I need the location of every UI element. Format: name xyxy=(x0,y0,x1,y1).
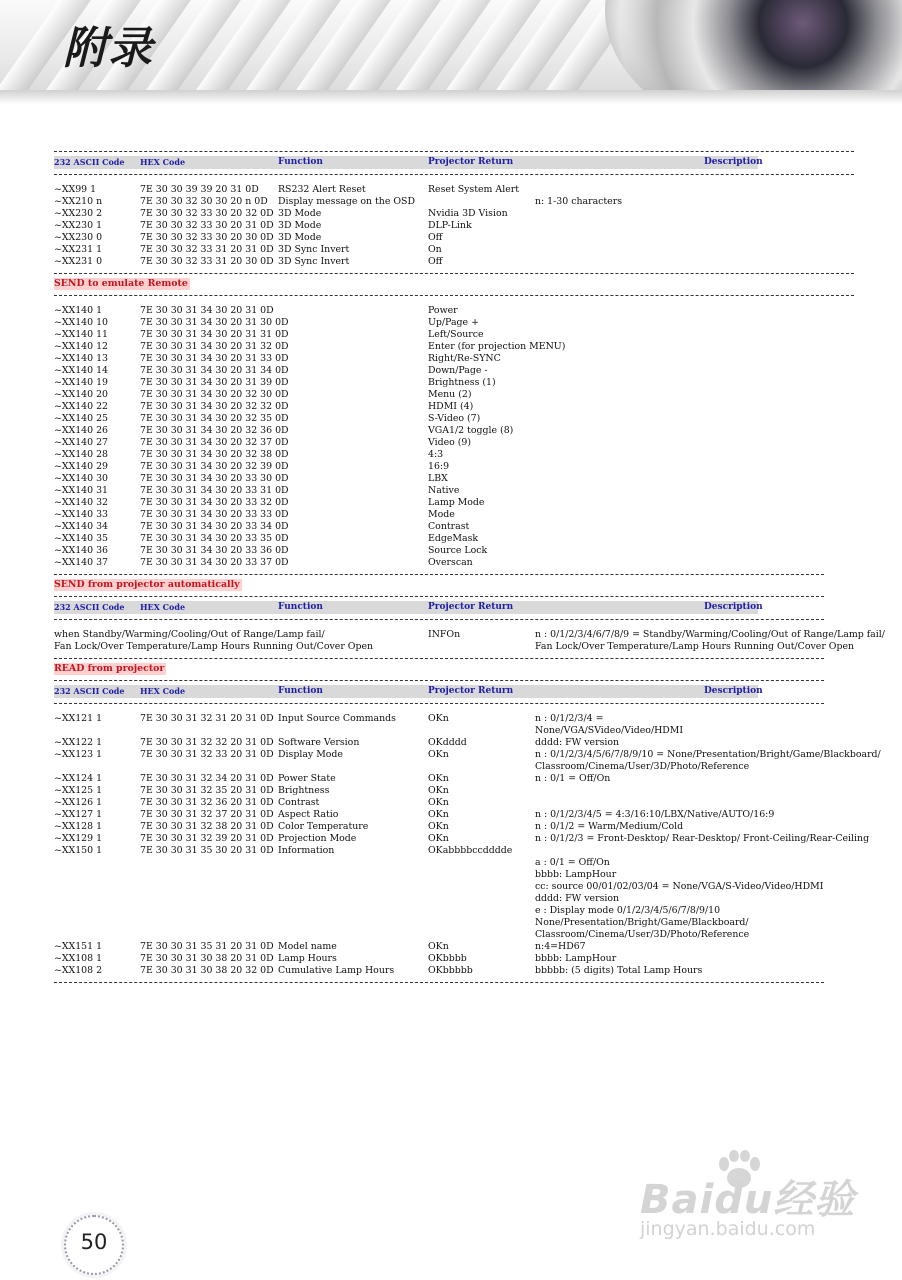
projector-return: Source Lock xyxy=(428,545,488,556)
header-description: Description xyxy=(704,686,763,696)
table-row xyxy=(54,232,854,244)
description: bbbb: LampHour xyxy=(535,869,617,880)
header-description: Description xyxy=(704,602,763,612)
projector-return: Down/Page - xyxy=(428,365,488,376)
hex-code: 7E 30 30 32 33 30 20 32 0D xyxy=(140,208,274,219)
description: None/Presentation/Bright/Game/Blackboard/ xyxy=(535,917,749,928)
table-row xyxy=(54,220,854,232)
function: Information xyxy=(278,845,335,856)
ascii-code: ~XX140 27 xyxy=(54,437,109,448)
hex-code: 7E 30 30 31 30 38 20 32 0D xyxy=(140,965,274,976)
hex-code: 7E 30 30 31 34 30 20 33 33 0D xyxy=(140,509,289,520)
table-row xyxy=(54,256,854,268)
ascii-code: ~XX140 31 xyxy=(54,485,109,496)
projector-return: OKn xyxy=(428,785,449,796)
ascii-code: ~XX140 35 xyxy=(54,533,109,544)
table-row xyxy=(54,869,854,881)
projector-return: LBX xyxy=(428,473,448,484)
projector-return: Off xyxy=(428,256,443,267)
header-ascii: 232 ASCII Code xyxy=(54,686,125,696)
table-row xyxy=(54,737,854,749)
header-hex: HEX Code xyxy=(140,157,186,167)
description: dddd: FW version xyxy=(535,737,620,748)
divider xyxy=(54,658,824,659)
header-return: Projector Return xyxy=(428,157,514,167)
description: Fan Lock/Over Temperature/Lamp Hours Running Out/Cover Open xyxy=(535,641,855,652)
description: n : 0/1/2/3/4/6/7/8/9 = Standby/Warming/Cooling/Out of Range/Lamp fail/ xyxy=(535,629,885,640)
ascii-code: ~XX126 1 xyxy=(54,797,103,808)
page-title: 附录 xyxy=(63,23,153,74)
table-row xyxy=(54,809,854,821)
projector-return: Right/Re-SYNC xyxy=(428,353,501,364)
projector-return: Up/Page + xyxy=(428,317,479,328)
header-banner xyxy=(0,0,902,100)
table-row xyxy=(54,857,854,869)
projector-return: OKn xyxy=(428,773,449,784)
hex-code: 7E 30 30 31 34 30 20 31 30 0D xyxy=(140,317,289,328)
ascii-code: ~XX231 1 xyxy=(54,244,103,255)
rs232-command-table xyxy=(54,146,885,987)
hex-code: 7E 30 30 31 32 38 20 31 0D xyxy=(140,821,274,832)
hex-code: 7E 30 30 31 35 31 20 31 0D xyxy=(140,941,274,952)
ascii-code: ~XX108 1 xyxy=(54,953,103,964)
ascii-code: ~XX151 1 xyxy=(54,941,103,952)
description: n : 0/1/2/3/4/5 = 4:3/16:10/LBX/Native/AUTO/16:9 xyxy=(535,809,775,820)
projector-return: OKn xyxy=(428,749,449,760)
section-read: READ from projector xyxy=(54,663,165,674)
table-row xyxy=(54,509,854,521)
projector-return: OKabbbbccdddde xyxy=(428,845,513,856)
projector-return: Mode xyxy=(428,509,455,520)
hex-code: 7E 30 30 31 32 35 20 31 0D xyxy=(140,785,274,796)
banner-shadow xyxy=(0,90,902,104)
divider xyxy=(54,596,824,597)
table-row xyxy=(54,437,854,449)
projector-return: Native xyxy=(428,485,460,496)
ascii-code: ~XX140 26 xyxy=(54,425,109,436)
projector-return: Enter (for projection MENU) xyxy=(428,341,566,352)
hex-code: 7E 30 30 31 34 30 20 33 34 0D xyxy=(140,521,289,532)
hex-code: 7E 30 30 31 34 30 20 31 39 0D xyxy=(140,377,289,388)
hex-code: 7E 30 30 31 32 36 20 31 0D xyxy=(140,797,274,808)
hex-code: 7E 30 30 31 32 33 20 31 0D xyxy=(140,749,274,760)
projector-return: OKn xyxy=(428,713,449,724)
table-row xyxy=(54,725,854,737)
ascii-code: ~XX128 1 xyxy=(54,821,103,832)
description: n : 0/1/2/3 = Front-Desktop/ Rear-Desktop/ Front-Ceiling/Rear-Ceiling xyxy=(535,833,870,844)
divider xyxy=(54,151,854,152)
table-row xyxy=(54,425,854,437)
alert-and-3d-commands xyxy=(54,184,854,268)
table-row xyxy=(54,329,854,341)
header-description: Description xyxy=(704,157,763,167)
hex-code: 7E 30 30 31 32 34 20 31 0D xyxy=(140,773,274,784)
watermark-url: jingyan.baidu.com xyxy=(640,1218,816,1240)
function: 3D Mode xyxy=(278,220,322,231)
projector-return: 4:3 xyxy=(428,449,444,460)
hex-code: 7E 30 30 32 33 31 20 31 0D xyxy=(140,244,274,255)
function: Input Source Commands xyxy=(278,713,396,724)
description: n : 0/1/2 = Warm/Medium/Cold xyxy=(535,821,684,832)
projector-return: Menu (2) xyxy=(428,389,472,400)
table-row xyxy=(54,965,854,977)
header-hex: HEX Code xyxy=(140,602,186,612)
table-row xyxy=(54,377,854,389)
table-row xyxy=(54,305,854,317)
hex-code: 7E 30 30 31 34 30 20 31 33 0D xyxy=(140,353,289,364)
header-function: Function xyxy=(278,686,323,696)
ascii-code: ~XX231 0 xyxy=(54,256,103,267)
ascii-code: ~XX108 2 xyxy=(54,965,103,976)
ascii-code: ~XX140 28 xyxy=(54,449,109,460)
function: 3D Mode xyxy=(278,208,322,219)
ascii-code: ~XX140 36 xyxy=(54,545,109,556)
projector-return: EdgeMask xyxy=(428,533,479,544)
table-row xyxy=(54,917,854,929)
description: n:4=HD67 xyxy=(535,941,586,952)
function: Contrast xyxy=(278,797,320,808)
ascii-code: ~XX140 25 xyxy=(54,413,109,424)
description: Classroom/Cinema/User/3D/Photo/Reference xyxy=(535,929,750,940)
description: n : 0/1/2/3/4 = xyxy=(535,713,604,724)
projector-return: Off xyxy=(428,232,443,243)
hex-code: 7E 30 30 31 34 30 20 33 37 0D xyxy=(140,557,289,568)
header-function: Function xyxy=(278,602,323,612)
projector-return: OKn xyxy=(428,797,449,808)
projector-return: OKbbbb xyxy=(428,953,467,964)
hex-code: 7E 30 30 31 32 37 20 31 0D xyxy=(140,809,274,820)
function: 3D Mode xyxy=(278,232,322,243)
table-row xyxy=(54,941,854,953)
header-function: Function xyxy=(278,157,323,167)
description: cc: source 00/01/02/03/04 = None/VGA/S-Video/Video/HDMI xyxy=(535,881,824,892)
hex-code: 7E 30 30 32 33 30 20 31 0D xyxy=(140,220,274,231)
hex-code: 7E 30 30 31 34 30 20 31 0D xyxy=(140,305,274,316)
divider xyxy=(54,703,824,704)
function: Color Temperature xyxy=(278,821,369,832)
ascii-code: ~XX140 10 xyxy=(54,317,109,328)
remote-emulation-commands xyxy=(54,305,854,569)
table-row xyxy=(54,365,854,377)
function: Display Mode xyxy=(278,749,343,760)
table-row xyxy=(54,761,854,773)
projector-return: Video (9) xyxy=(428,437,472,448)
projector-return: OKn xyxy=(428,833,449,844)
hex-code: 7E 30 30 31 32 31 20 31 0D xyxy=(140,713,274,724)
table-row xyxy=(54,929,854,941)
read-commands xyxy=(54,713,881,977)
table-row xyxy=(54,881,854,893)
ascii-code: ~XX127 1 xyxy=(54,809,103,820)
divider xyxy=(54,295,854,296)
table-row xyxy=(54,497,854,509)
ascii-code: ~XX140 13 xyxy=(54,353,109,364)
table-row xyxy=(54,749,881,761)
function: 3D Sync Invert xyxy=(278,256,350,267)
ascii-code: ~XX140 22 xyxy=(54,401,109,412)
projector-return: Overscan xyxy=(428,557,473,568)
hex-code: 7E 30 30 31 32 32 20 31 0D xyxy=(140,737,274,748)
ascii-code: ~XX129 1 xyxy=(54,833,103,844)
header-ascii: 232 ASCII Code xyxy=(54,157,125,167)
table-row xyxy=(54,449,854,461)
ascii-code: ~XX230 0 xyxy=(54,232,103,243)
divider xyxy=(54,574,824,575)
description: a : 0/1 = Off/On xyxy=(535,857,610,868)
table-row xyxy=(54,557,854,569)
table-row xyxy=(54,773,854,785)
divider xyxy=(54,273,854,274)
hex-code: 7E 30 30 31 34 30 20 32 39 0D xyxy=(140,461,289,472)
projector-return: OKn xyxy=(428,809,449,820)
ascii-code: ~XX140 33 xyxy=(54,509,109,520)
ascii-code: ~XX140 34 xyxy=(54,521,109,532)
hex-code: 7E 30 30 31 34 30 20 32 37 0D xyxy=(140,437,289,448)
table-row xyxy=(54,833,870,845)
divider xyxy=(54,680,824,681)
ascii-code: ~XX210 n xyxy=(54,196,103,207)
projector-lens-image xyxy=(605,0,902,100)
section-send-auto: SEND from projector automatically xyxy=(54,579,240,590)
projector-return: INFOn xyxy=(428,629,461,640)
ascii-code: ~XX140 30 xyxy=(54,473,109,484)
ascii-code: ~XX123 1 xyxy=(54,749,103,760)
table-row xyxy=(54,641,854,653)
hex-code: 7E 30 30 32 30 30 20 n 0D xyxy=(140,196,268,207)
ascii-code: ~XX140 37 xyxy=(54,557,109,568)
table-row xyxy=(54,317,854,329)
hex-code: 7E 30 30 31 34 30 20 31 34 0D xyxy=(140,365,289,376)
projector-return: 16:9 xyxy=(428,461,450,472)
ascii-code: ~XX125 1 xyxy=(54,785,103,796)
hex-code: 7E 30 30 31 34 30 20 32 36 0D xyxy=(140,425,289,436)
description: e : Display mode 0/1/2/3/4/5/6/7/8/9/10 xyxy=(535,905,721,916)
ascii-code: ~XX150 1 xyxy=(54,845,103,856)
function: Model name xyxy=(278,941,337,952)
header-return: Projector Return xyxy=(428,602,514,612)
table-row xyxy=(54,413,854,425)
projector-return: Left/Source xyxy=(428,329,484,340)
table-row xyxy=(54,821,854,833)
projector-return: On xyxy=(428,244,442,255)
ascii-code: ~XX230 2 xyxy=(54,208,103,219)
ascii-code: Fan Lock/Over Temperature/Lamp Hours Running Out/Cover Open xyxy=(54,641,374,652)
projector-return: S-Video (7) xyxy=(428,413,481,424)
ascii-code: ~XX121 1 xyxy=(54,713,103,724)
projector-return: DLP-Link xyxy=(428,220,472,231)
ascii-code: ~XX140 12 xyxy=(54,341,109,352)
ascii-code: ~XX140 20 xyxy=(54,389,109,400)
hex-code: 7E 30 30 31 34 30 20 33 30 0D xyxy=(140,473,289,484)
function: Projection Mode xyxy=(278,833,357,844)
projector-return: Brightness (1) xyxy=(428,377,496,388)
function: Aspect Ratio xyxy=(278,809,339,820)
table-row xyxy=(54,713,854,725)
page-number: 50 xyxy=(80,1230,108,1254)
table-row xyxy=(54,341,854,353)
hex-code: 7E 30 30 31 34 30 20 32 32 0D xyxy=(140,401,289,412)
hex-code: 7E 30 30 31 34 30 20 33 35 0D xyxy=(140,533,289,544)
ascii-code: ~XX140 11 xyxy=(54,329,109,340)
projector-return: HDMI (4) xyxy=(428,401,474,412)
table-row xyxy=(54,905,854,917)
hex-code: 7E 30 30 32 33 30 20 30 0D xyxy=(140,232,274,243)
header-return: Projector Return xyxy=(428,686,514,696)
hex-code: 7E 30 30 31 34 30 20 32 38 0D xyxy=(140,449,289,460)
table-row xyxy=(54,953,854,965)
table-row xyxy=(54,353,854,365)
table-row xyxy=(54,893,854,905)
table-row xyxy=(54,485,854,497)
table-row xyxy=(54,389,854,401)
table-row xyxy=(54,545,854,557)
projector-return: Lamp Mode xyxy=(428,497,485,508)
projector-return: OKbbbbb xyxy=(428,965,473,976)
hex-code: 7E 30 30 31 34 30 20 33 36 0D xyxy=(140,545,289,556)
function: Cumulative Lamp Hours xyxy=(278,965,395,976)
description: dddd: FW version xyxy=(535,893,620,904)
projector-return: OKn xyxy=(428,941,449,952)
description: None/VGA/SVideo/Video/HDMI xyxy=(535,725,684,736)
divider xyxy=(54,174,854,175)
function: Lamp Hours xyxy=(278,953,337,964)
table-row xyxy=(54,785,854,797)
description: bbbb: LampHour xyxy=(535,953,617,964)
table-row xyxy=(54,533,854,545)
projector-return: Reset System Alert xyxy=(428,184,519,195)
description: n : 0/1/2/3/4/5/6/7/8/9/10 = None/Presentation/Bright/Game/Blackboard/ xyxy=(535,749,881,760)
hex-code: 7E 30 30 39 39 20 31 0D xyxy=(140,184,259,195)
ascii-code: when Standby/Warming/Cooling/Out of Range/Lamp fail/ xyxy=(54,629,325,640)
ascii-code: ~XX140 1 xyxy=(54,305,103,316)
section-send-remote: SEND to emulate Remote xyxy=(54,278,188,289)
hex-code: 7E 30 30 31 34 30 20 31 31 0D xyxy=(140,329,289,340)
table-row xyxy=(54,401,854,413)
hex-code: 7E 30 30 31 34 30 20 32 30 0D xyxy=(140,389,289,400)
description: bbbbb: (5 digits) Total Lamp Hours xyxy=(535,965,703,976)
projector-return: Nvidia 3D Vision xyxy=(428,208,508,219)
description: Classroom/Cinema/User/3D/Photo/Reference xyxy=(535,761,750,772)
table-row xyxy=(54,629,885,641)
table-row xyxy=(54,184,854,196)
table-row xyxy=(54,208,854,220)
table-row xyxy=(54,521,854,533)
function: RS232 Alert Reset xyxy=(278,184,366,195)
table-row xyxy=(54,196,854,208)
table-row xyxy=(54,845,854,857)
ascii-code: ~XX140 19 xyxy=(54,377,109,388)
hex-code: 7E 30 30 31 34 30 20 33 31 0D xyxy=(140,485,289,496)
description: n: 1-30 characters xyxy=(535,196,623,207)
divider xyxy=(54,619,824,620)
ascii-code: ~XX140 29 xyxy=(54,461,109,472)
function: Display message on the OSD xyxy=(278,196,415,207)
function: Power State xyxy=(278,773,336,784)
table-header xyxy=(54,156,763,169)
projector-return: Contrast xyxy=(428,521,470,532)
ascii-code: ~XX99 1 xyxy=(54,184,97,195)
watermark-logo: Baidu经验 xyxy=(640,1177,856,1223)
table-row xyxy=(54,461,854,473)
divider xyxy=(54,982,824,983)
hex-code: 7E 30 30 31 32 39 20 31 0D xyxy=(140,833,274,844)
table-row xyxy=(54,473,854,485)
ascii-code: ~XX122 1 xyxy=(54,737,103,748)
hex-code: 7E 30 30 31 35 30 20 31 0D xyxy=(140,845,274,856)
projector-return: VGA1/2 toggle (8) xyxy=(428,425,514,436)
ascii-code: ~XX230 1 xyxy=(54,220,103,231)
table-row xyxy=(54,797,854,809)
header-ascii: 232 ASCII Code xyxy=(54,602,125,612)
hex-code: 7E 30 30 31 30 38 20 31 0D xyxy=(140,953,274,964)
function: Software Version xyxy=(278,737,360,748)
baidu-watermark xyxy=(640,1160,860,1250)
table-header xyxy=(54,601,763,614)
hex-code: 7E 30 30 31 34 30 20 32 35 0D xyxy=(140,413,289,424)
ascii-code: ~XX140 32 xyxy=(54,497,109,508)
table-row xyxy=(54,244,854,256)
auto-send-info xyxy=(54,629,885,653)
header-hex: HEX Code xyxy=(140,686,186,696)
description: n : 0/1 = Off/On xyxy=(535,773,611,784)
projector-return: OKn xyxy=(428,821,449,832)
function: Brightness xyxy=(278,785,330,796)
hex-code: 7E 30 30 31 34 30 20 33 32 0D xyxy=(140,497,289,508)
ascii-code: ~XX140 14 xyxy=(54,365,109,376)
projector-return: Power xyxy=(428,305,458,316)
projector-return: OKdddd xyxy=(428,737,467,748)
function: 3D Sync Invert xyxy=(278,244,350,255)
hex-code: 7E 30 30 32 33 31 20 30 0D xyxy=(140,256,274,267)
table-header xyxy=(54,685,763,698)
ascii-code: ~XX124 1 xyxy=(54,773,103,784)
hex-code: 7E 30 30 31 34 30 20 31 32 0D xyxy=(140,341,289,352)
